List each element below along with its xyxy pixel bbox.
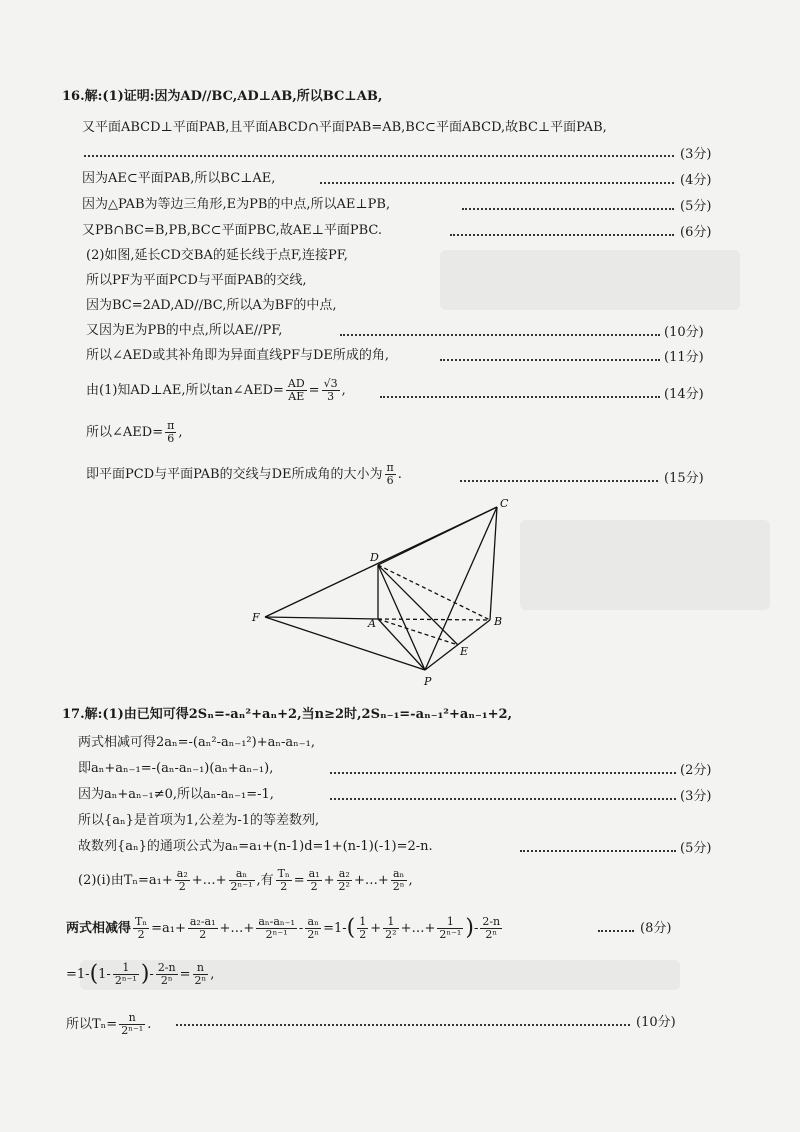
p16-line-2: 又平面ABCD⊥平面PAB,且平面ABCD∩平面PAB=AB,BC⊂平面ABCD,故BC⊥平面PAB,	[82, 120, 607, 135]
dot-leader	[450, 234, 674, 236]
geometry-figure	[240, 495, 530, 690]
denominator: 2ⁿ	[194, 974, 207, 987]
denominator: 2²	[338, 880, 350, 893]
numerator: Tₙ	[135, 915, 148, 928]
denominator: 2ⁿ⁻¹	[121, 1024, 144, 1037]
text: 1-	[98, 967, 111, 982]
score-14: (14分)	[664, 387, 704, 402]
numerator: π	[167, 419, 175, 432]
p16-line-10: 又因为E为PB的中点,所以AE//PF,	[86, 323, 283, 338]
text: 由(1)知AD⊥AE,所以tan∠AED=	[86, 383, 284, 398]
text: 即平面PCD与平面PAB的交线与DE所成角的大小为	[86, 467, 383, 482]
p16-line-4: 因为AE⊂平面PAB,所以BC⊥AE,	[82, 171, 276, 186]
text: .	[147, 1017, 152, 1032]
edge-DB	[378, 565, 490, 620]
denominator: 2ⁿ	[160, 974, 173, 987]
score-3: (3分)	[680, 147, 712, 162]
text: 所以Tₙ=	[66, 1017, 118, 1032]
fraction	[383, 916, 398, 941]
fraction	[385, 462, 396, 487]
p16-line-14	[86, 462, 402, 487]
fraction	[229, 868, 255, 893]
denominator: 3	[327, 390, 335, 403]
text: =1-	[66, 967, 90, 982]
denominator: 2	[359, 928, 367, 941]
p17-line-5: 所以{aₙ}是首项为1,公差为-1的等差数列,	[78, 813, 320, 828]
numerator: a₂	[337, 868, 352, 881]
text: +…+	[219, 921, 255, 936]
text: -	[149, 967, 154, 982]
label-A: A	[368, 617, 376, 630]
edge-DP	[378, 565, 425, 670]
denominator: 2²	[385, 928, 397, 941]
fraction	[188, 916, 218, 941]
text: ,	[210, 967, 215, 982]
dot-leader	[176, 1024, 630, 1026]
p16-line-11: 所以∠AED或其补角即为异面直线PF与DE所成的角,	[86, 348, 390, 363]
denominator: 2ⁿ⁻¹	[439, 928, 462, 941]
denominator: 2	[199, 928, 207, 941]
paren: )	[140, 961, 150, 987]
p17-line-8	[66, 916, 504, 941]
fraction	[113, 962, 139, 987]
score-4: (4分)	[680, 173, 712, 188]
numerator: AD	[287, 377, 305, 390]
denominator: 2	[280, 880, 288, 893]
numerator: √3	[323, 377, 338, 390]
p16-line-12	[86, 378, 346, 403]
dot-leader	[340, 334, 660, 336]
denominator: 2ⁿ	[307, 928, 320, 941]
text: ,	[178, 425, 183, 440]
scan-smudge	[440, 250, 740, 310]
numerator: 2-n	[157, 961, 176, 974]
fraction	[119, 1012, 145, 1037]
numerator: 1	[383, 916, 398, 929]
text: +…+	[191, 873, 227, 888]
fraction	[133, 916, 149, 941]
label-C: C	[500, 497, 509, 510]
dot-leader	[330, 772, 676, 774]
p17-line-7	[78, 868, 413, 893]
text: ,有	[256, 873, 274, 888]
denominator: 6	[167, 432, 175, 445]
numerator: a₂-a₁	[189, 915, 216, 928]
edge-DC	[378, 507, 497, 565]
fraction	[437, 916, 463, 941]
fraction	[322, 378, 340, 403]
score-10: (10分)	[664, 325, 704, 340]
paren: )	[465, 915, 474, 941]
p17-line-10	[66, 1012, 151, 1037]
numerator: Tₙ	[277, 867, 290, 880]
score-3: (3分)	[680, 789, 712, 804]
fraction	[175, 868, 190, 893]
text: +…+	[400, 921, 436, 936]
label-P: P	[424, 675, 432, 688]
edge-DE	[378, 565, 458, 645]
denominator: 2ⁿ	[392, 880, 405, 893]
text: -	[473, 921, 479, 936]
score-11: (11分)	[664, 350, 704, 365]
p16-line-7: (2)如图,延长CD交BA的延长线于点F,连接PF,	[86, 248, 348, 263]
denominator: 6	[386, 474, 394, 487]
p17-line-6: 故数列{aₙ}的通项公式为aₙ=a₁+(n-1)d=1+(n-1)(-1)=2-n.	[78, 839, 433, 854]
p17-line-9	[66, 962, 214, 987]
numerator: n	[119, 1012, 145, 1025]
dot-leader	[330, 798, 676, 800]
denominator: 2ⁿ⁻¹	[265, 928, 288, 941]
text: 所以∠AED=	[86, 425, 164, 440]
text: =1-	[323, 921, 347, 936]
score-10: (10分)	[636, 1015, 676, 1030]
p17-line-3: 即aₙ+aₙ₋₁=-(aₙ-aₙ₋₁)(aₙ+aₙ₋₁),	[78, 761, 274, 776]
numerator: 1	[437, 916, 463, 929]
edge-CB	[490, 507, 497, 620]
p17-line-1: 17.解:(1)由已知可得2Sₙ=-aₙ²+aₙ+2,当n≥2时,2Sₙ₋₁=-aₙ₋₁²+aₙ₋₁+2,	[62, 707, 513, 722]
denominator: 2	[137, 928, 145, 941]
text: =	[308, 383, 320, 398]
denominator: 2ⁿ	[485, 928, 498, 941]
fraction	[357, 916, 368, 941]
numerator: 2-n	[482, 915, 501, 928]
score-5: (5分)	[680, 841, 712, 856]
p16-line-5: 因为△PAB为等边三角形,E为PB的中点,所以AE⊥PB,	[82, 197, 391, 212]
text: =a₁+	[151, 921, 186, 936]
dot-leader	[380, 396, 660, 398]
score-6: (6分)	[680, 225, 712, 240]
dot-leader	[598, 930, 634, 932]
fraction	[286, 378, 307, 403]
text: 两式相减得	[66, 921, 132, 936]
denominator: 2	[310, 880, 318, 893]
paren: (	[346, 915, 356, 941]
score-2: (2分)	[680, 763, 712, 778]
text: ,	[341, 383, 346, 398]
dot-leader	[520, 850, 676, 852]
p16-line-6: 又PB∩BC=B,PB,BC⊂平面PBC,故AE⊥平面PBC.	[82, 223, 382, 238]
edge-AB	[378, 619, 490, 620]
score-15: (15分)	[664, 471, 704, 486]
dot-leader	[84, 155, 674, 157]
dot-leader	[460, 480, 658, 482]
label-B: B	[494, 615, 503, 628]
paren: (	[89, 961, 99, 987]
fraction	[337, 868, 352, 893]
scan-smudge	[520, 520, 770, 610]
dot-leader	[320, 182, 674, 184]
p16-line-1: 16.解:(1)证明:因为AD//BC,AD⊥AB,所以BC⊥AB,	[62, 89, 383, 104]
numerator: 1	[359, 915, 367, 928]
dot-leader	[440, 359, 660, 361]
numerator: a₁	[308, 867, 320, 880]
denominator: 2ⁿ⁻¹	[114, 974, 137, 987]
text: +	[323, 873, 335, 888]
label-D: D	[370, 551, 379, 564]
p16-line-9: 因为BC=2AD,AD//BC,所以A为BF的中点,	[86, 298, 337, 313]
numerator: π	[386, 461, 394, 474]
fraction	[391, 868, 407, 893]
denominator: AE	[288, 390, 305, 403]
text: =	[179, 967, 191, 982]
text: +…+	[353, 873, 389, 888]
fraction	[156, 962, 178, 987]
text: .	[397, 467, 402, 482]
p17-line-4: 因为aₙ+aₙ₋₁≠0,所以aₙ-aₙ₋₁=-1,	[78, 787, 274, 802]
label-E: E	[460, 645, 469, 658]
fraction	[276, 868, 292, 893]
edge-FA	[265, 617, 378, 619]
text: (2)(i)由Tₙ=a₁+	[78, 873, 173, 888]
score-5: (5分)	[680, 199, 712, 214]
fraction	[193, 962, 209, 987]
p16-line-8: 所以PF为平面PCD与平面PAB的交线,	[86, 273, 307, 288]
fraction	[480, 916, 502, 941]
numerator: 1	[113, 962, 139, 975]
denominator: 2ⁿ⁻¹	[230, 880, 253, 893]
text: =	[293, 873, 305, 888]
denominator: 2	[178, 880, 186, 893]
text: ,	[408, 873, 413, 888]
numerator: a₂	[176, 867, 188, 880]
dot-leader	[462, 208, 674, 210]
text: -	[298, 921, 304, 936]
numerator: n	[193, 962, 209, 975]
fraction	[165, 420, 176, 445]
fraction	[256, 916, 297, 941]
numerator: aₙ-aₙ₋₁	[258, 915, 295, 928]
score-8: (8分)	[640, 921, 672, 936]
fraction	[307, 868, 322, 893]
p17-line-2: 两式相减可得2aₙ=-(aₙ²-aₙ₋₁²)+aₙ-aₙ₋₁,	[78, 735, 315, 750]
p16-line-13	[86, 420, 182, 445]
numerator: aₙ	[391, 868, 407, 881]
numerator: aₙ	[229, 868, 255, 881]
label-F: F	[252, 611, 260, 624]
fraction	[305, 916, 321, 941]
numerator: aₙ	[305, 916, 321, 929]
text: +	[370, 921, 382, 936]
